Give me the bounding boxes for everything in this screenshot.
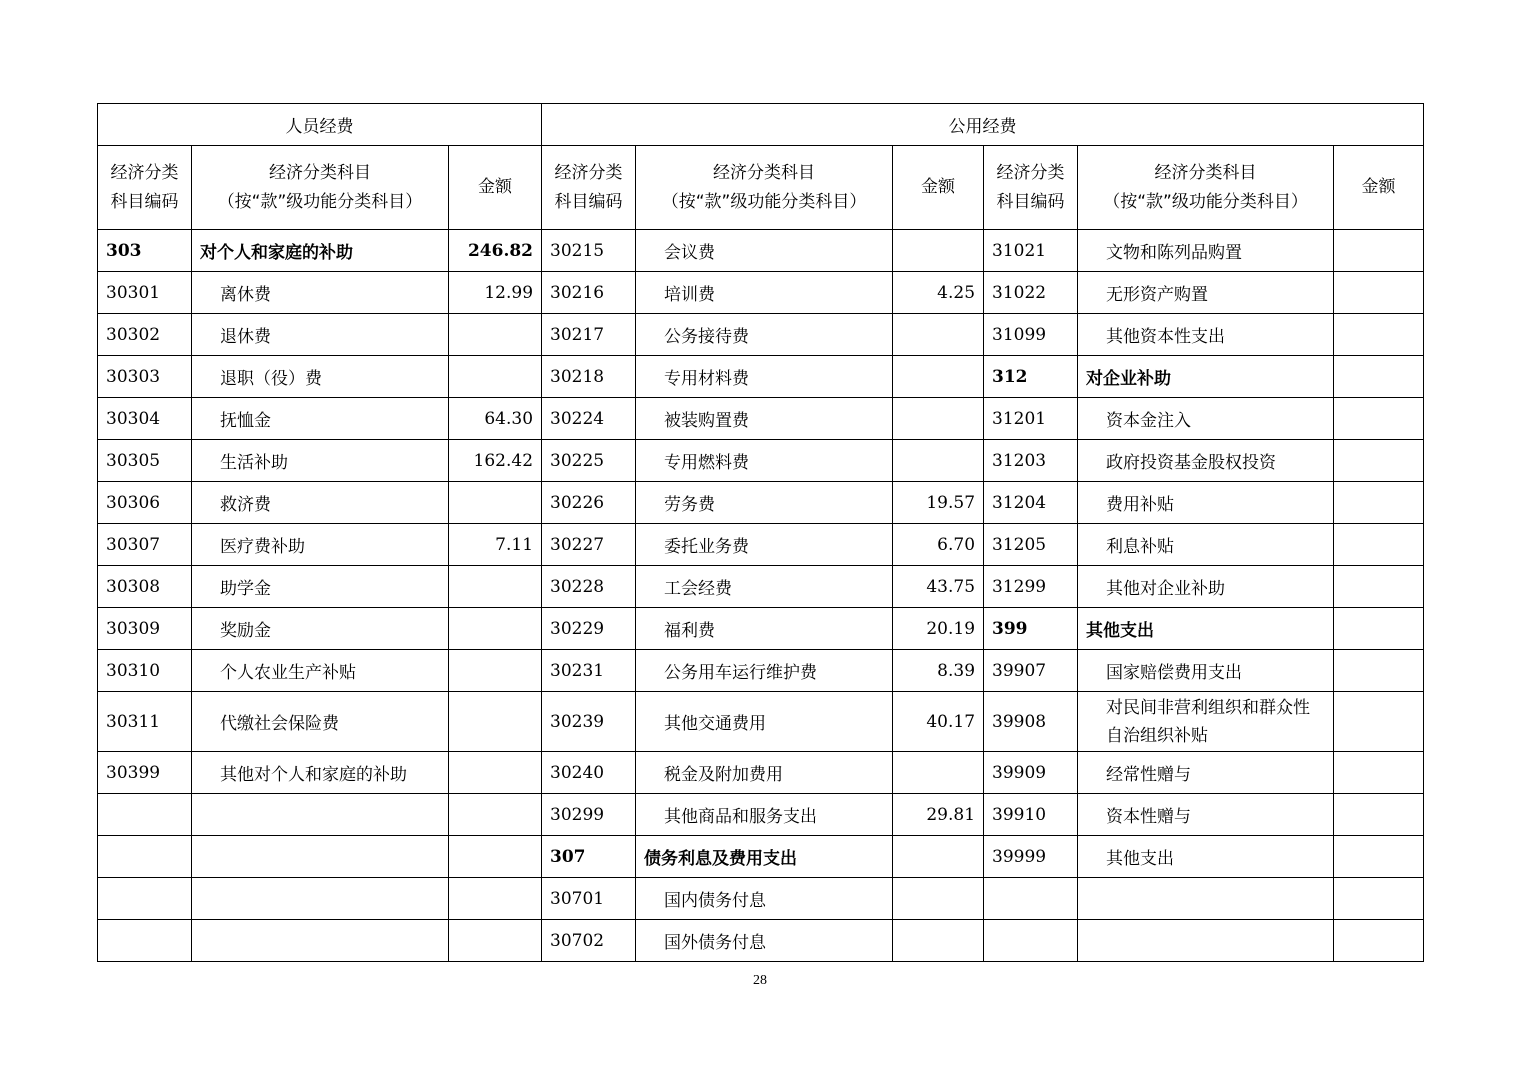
code-cell: 31205 xyxy=(984,524,1078,566)
amount-cell xyxy=(449,836,542,878)
name-cell: 其他资本性支出 xyxy=(1078,314,1334,356)
col-name-header: 经济分类科目 （按“款”级功能分类科目） xyxy=(1078,146,1334,230)
amount-cell xyxy=(449,314,542,356)
table-row xyxy=(98,650,1424,692)
col-amount-header: 金额 xyxy=(449,146,542,230)
col-amount-header: 金额 xyxy=(893,146,984,230)
name-cell: 委托业务费 xyxy=(636,524,893,566)
table-row xyxy=(98,608,1424,650)
name-cell: 税金及附加费用 xyxy=(636,752,893,794)
amount-cell xyxy=(1334,482,1424,524)
amount-cell: 162.42 xyxy=(449,440,542,482)
code-cell: 30308 xyxy=(98,566,192,608)
code-cell: 30216 xyxy=(542,272,636,314)
code-cell: 30301 xyxy=(98,272,192,314)
name-cell: 文物和陈列品购置 xyxy=(1078,230,1334,272)
name-cell: 专用材料费 xyxy=(636,356,893,398)
name-cell: 其他对企业补助 xyxy=(1078,566,1334,608)
amount-cell xyxy=(1334,272,1424,314)
code-cell: 30399 xyxy=(98,752,192,794)
table-row xyxy=(98,524,1424,566)
name-cell: 国内债务付息 xyxy=(636,878,893,920)
column-header-row xyxy=(98,146,1424,230)
name-cell: 离休费 xyxy=(192,272,449,314)
code-cell xyxy=(984,878,1078,920)
name-cell: 费用补贴 xyxy=(1078,482,1334,524)
code-cell: 31299 xyxy=(984,566,1078,608)
name-cell: 政府投资基金股权投资 xyxy=(1078,440,1334,482)
code-cell: 30228 xyxy=(542,566,636,608)
amount-cell xyxy=(449,608,542,650)
table-row xyxy=(98,314,1424,356)
amount-cell xyxy=(449,650,542,692)
amount-cell xyxy=(1334,230,1424,272)
budget-table xyxy=(97,103,1424,962)
name-cell: 其他支出 xyxy=(1078,608,1334,650)
name-cell: 对企业补助 xyxy=(1078,356,1334,398)
name-cell: 会议费 xyxy=(636,230,893,272)
code-cell: 31021 xyxy=(984,230,1078,272)
amount-cell xyxy=(449,482,542,524)
code-cell: 30302 xyxy=(98,314,192,356)
amount-cell xyxy=(893,440,984,482)
table-row xyxy=(98,398,1424,440)
name-cell: 工会经费 xyxy=(636,566,893,608)
code-cell: 312 xyxy=(984,356,1078,398)
name-cell xyxy=(192,836,449,878)
code-cell: 30226 xyxy=(542,482,636,524)
col-name-header: 经济分类科目 （按“款”级功能分类科目） xyxy=(636,146,893,230)
name-cell: 公务接待费 xyxy=(636,314,893,356)
col-code-header: 经济分类科目编码 xyxy=(984,146,1078,230)
code-cell: 30306 xyxy=(98,482,192,524)
code-cell: 30310 xyxy=(98,650,192,692)
name-cell: 医疗费补助 xyxy=(192,524,449,566)
code-cell: 39999 xyxy=(984,836,1078,878)
code-cell: 39907 xyxy=(984,650,1078,692)
name-cell: 培训费 xyxy=(636,272,893,314)
code-cell: 30299 xyxy=(542,794,636,836)
amount-cell xyxy=(893,878,984,920)
amount-cell: 64.30 xyxy=(449,398,542,440)
name-cell: 公务用车运行维护费 xyxy=(636,650,893,692)
amount-cell: 7.11 xyxy=(449,524,542,566)
code-cell xyxy=(984,920,1078,962)
amount-cell: 29.81 xyxy=(893,794,984,836)
table-row xyxy=(98,230,1424,272)
code-cell: 31099 xyxy=(984,314,1078,356)
table-row xyxy=(98,752,1424,794)
name-cell: 对个人和家庭的补助 xyxy=(192,230,449,272)
amount-cell xyxy=(1334,920,1424,962)
code-cell: 303 xyxy=(98,230,192,272)
table-row xyxy=(98,836,1424,878)
col-amount-header: 金额 xyxy=(1334,146,1424,230)
name-cell: 代缴社会保险费 xyxy=(192,692,449,752)
name-cell xyxy=(192,878,449,920)
code-cell: 39909 xyxy=(984,752,1078,794)
amount-cell xyxy=(1334,440,1424,482)
name-cell xyxy=(192,794,449,836)
code-cell: 30227 xyxy=(542,524,636,566)
amount-cell xyxy=(1334,608,1424,650)
col-name-header: 经济分类科目 （按“款”级功能分类科目） xyxy=(192,146,449,230)
code-cell: 399 xyxy=(984,608,1078,650)
name-cell: 其他商品和服务支出 xyxy=(636,794,893,836)
amount-cell: 20.19 xyxy=(893,608,984,650)
col-code-header: 经济分类科目编码 xyxy=(98,146,192,230)
code-cell: 30224 xyxy=(542,398,636,440)
table-row xyxy=(98,566,1424,608)
code-cell: 30309 xyxy=(98,608,192,650)
name-cell xyxy=(1078,920,1334,962)
name-cell: 劳务费 xyxy=(636,482,893,524)
name-cell: 福利费 xyxy=(636,608,893,650)
amount-cell xyxy=(449,920,542,962)
name-cell: 助学金 xyxy=(192,566,449,608)
name-cell: 无形资产购置 xyxy=(1078,272,1334,314)
code-cell xyxy=(98,836,192,878)
name-cell: 救济费 xyxy=(192,482,449,524)
amount-cell: 6.70 xyxy=(893,524,984,566)
amount-cell xyxy=(1334,836,1424,878)
code-cell: 39910 xyxy=(984,794,1078,836)
code-cell: 30229 xyxy=(542,608,636,650)
name-cell: 经常性赠与 xyxy=(1078,752,1334,794)
table-row xyxy=(98,692,1424,752)
code-cell: 31022 xyxy=(984,272,1078,314)
amount-cell: 4.25 xyxy=(893,272,984,314)
amount-cell: 8.39 xyxy=(893,650,984,692)
code-cell: 30217 xyxy=(542,314,636,356)
amount-cell xyxy=(449,692,542,752)
name-cell xyxy=(192,920,449,962)
name-cell: 被装购置费 xyxy=(636,398,893,440)
amount-cell xyxy=(1334,650,1424,692)
code-cell: 30307 xyxy=(98,524,192,566)
code-cell: 30701 xyxy=(542,878,636,920)
name-cell: 抚恤金 xyxy=(192,398,449,440)
amount-cell xyxy=(449,794,542,836)
name-cell: 利息补贴 xyxy=(1078,524,1334,566)
name-cell: 退休费 xyxy=(192,314,449,356)
name-cell: 个人农业生产补贴 xyxy=(192,650,449,692)
amount-cell xyxy=(1334,752,1424,794)
amount-cell xyxy=(893,230,984,272)
amount-cell: 40.17 xyxy=(893,692,984,752)
group-personnel-header: 人员经费 xyxy=(98,104,542,146)
code-cell: 30304 xyxy=(98,398,192,440)
name-cell: 其他交通费用 xyxy=(636,692,893,752)
amount-cell xyxy=(893,836,984,878)
name-cell: 生活补助 xyxy=(192,440,449,482)
name-cell: 债务利息及费用支出 xyxy=(636,836,893,878)
amount-cell: 43.75 xyxy=(893,566,984,608)
amount-cell xyxy=(1334,794,1424,836)
name-cell: 国外债务付息 xyxy=(636,920,893,962)
amount-cell xyxy=(1334,878,1424,920)
name-cell: 退职（役）费 xyxy=(192,356,449,398)
code-cell: 30311 xyxy=(98,692,192,752)
code-cell: 31204 xyxy=(984,482,1078,524)
name-cell: 其他对个人和家庭的补助 xyxy=(192,752,449,794)
code-cell xyxy=(98,920,192,962)
amount-cell xyxy=(449,752,542,794)
code-cell: 307 xyxy=(542,836,636,878)
amount-cell xyxy=(893,314,984,356)
code-cell: 30240 xyxy=(542,752,636,794)
amount-cell xyxy=(1334,314,1424,356)
group-header-row xyxy=(98,104,1424,146)
amount-cell xyxy=(893,398,984,440)
code-cell: 30218 xyxy=(542,356,636,398)
amount-cell xyxy=(449,878,542,920)
name-cell: 专用燃料费 xyxy=(636,440,893,482)
code-cell: 30225 xyxy=(542,440,636,482)
code-cell: 30239 xyxy=(542,692,636,752)
code-cell: 30215 xyxy=(542,230,636,272)
code-cell xyxy=(98,878,192,920)
page-number: 28 xyxy=(753,973,767,988)
code-cell xyxy=(98,794,192,836)
code-cell: 30231 xyxy=(542,650,636,692)
col-code-header: 经济分类科目编码 xyxy=(542,146,636,230)
amount-cell xyxy=(1334,692,1424,752)
code-cell: 30702 xyxy=(542,920,636,962)
name-cell: 资本金注入 xyxy=(1078,398,1334,440)
amount-cell xyxy=(1334,566,1424,608)
group-public-header: 公用经费 xyxy=(542,104,1424,146)
amount-cell xyxy=(1334,356,1424,398)
name-cell: 国家赔偿费用支出 xyxy=(1078,650,1334,692)
table-row xyxy=(98,440,1424,482)
name-cell: 资本性赠与 xyxy=(1078,794,1334,836)
amount-cell: 12.99 xyxy=(449,272,542,314)
table-row xyxy=(98,920,1424,962)
amount-cell xyxy=(893,920,984,962)
amount-cell xyxy=(449,566,542,608)
code-cell: 30303 xyxy=(98,356,192,398)
table-row xyxy=(98,878,1424,920)
amount-cell xyxy=(449,356,542,398)
table-row xyxy=(98,272,1424,314)
amount-cell xyxy=(1334,524,1424,566)
code-cell: 30305 xyxy=(98,440,192,482)
code-cell: 31201 xyxy=(984,398,1078,440)
table-row xyxy=(98,356,1424,398)
name-cell: 奖励金 xyxy=(192,608,449,650)
table-row xyxy=(98,482,1424,524)
amount-cell xyxy=(1334,398,1424,440)
amount-cell xyxy=(893,752,984,794)
table-row xyxy=(98,794,1424,836)
name-cell xyxy=(1078,878,1334,920)
amount-cell xyxy=(893,356,984,398)
amount-cell: 19.57 xyxy=(893,482,984,524)
code-cell: 39908 xyxy=(984,692,1078,752)
amount-cell: 246.82 xyxy=(449,230,542,272)
code-cell: 31203 xyxy=(984,440,1078,482)
name-cell: 其他支出 xyxy=(1078,836,1334,878)
name-cell: 对民间非营利组织和群众性自治组织补贴 xyxy=(1078,692,1334,752)
table-body xyxy=(98,104,1424,962)
